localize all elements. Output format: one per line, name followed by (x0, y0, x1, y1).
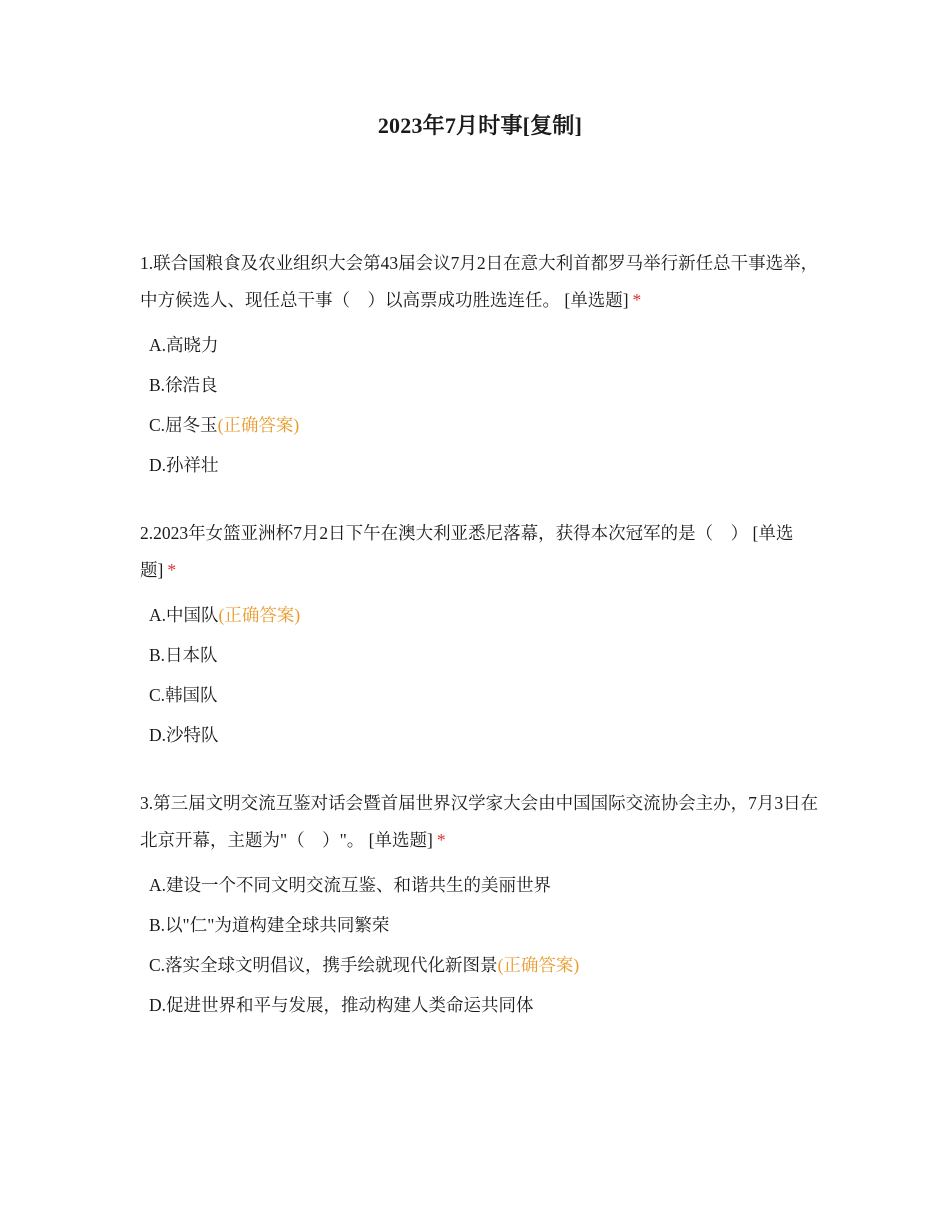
option-b (140, 905, 820, 945)
required-mark: * (632, 290, 642, 310)
option-a (140, 595, 820, 635)
question-3 (140, 785, 820, 1025)
option-letter: A. (149, 605, 167, 625)
correct-answer-note: (正确答案) (497, 955, 580, 975)
option-letter: D. (149, 455, 167, 475)
question-list (140, 245, 820, 1055)
copy-tag: [复制] (522, 113, 583, 138)
question-stem (140, 785, 820, 859)
option-text: 徐浩良 (165, 375, 218, 395)
option-list (140, 595, 820, 755)
option-letter: A. (149, 335, 167, 355)
option-text: 日本队 (165, 645, 218, 665)
option-text: 韩国队 (165, 685, 218, 705)
correct-answer-note: (正确答案) (217, 415, 300, 435)
option-text: 落实全球文明倡议，携手绘就现代化新图景 (165, 955, 498, 975)
required-mark: * (436, 830, 446, 850)
document-title (0, 110, 950, 142)
option-c (140, 945, 820, 985)
option-b (140, 635, 820, 675)
question-type-tag: [单选题] (564, 290, 629, 310)
option-list (140, 865, 820, 1025)
option-letter: B. (149, 915, 166, 935)
option-text: 建设一个不同文明交流互鉴、和谐共生的美丽世界 (166, 875, 552, 895)
option-text: 高晓力 (166, 335, 219, 355)
question-stem (140, 515, 820, 589)
option-d (140, 445, 820, 485)
question-number: 1. (140, 253, 154, 273)
question-type-tag: [单选题] (368, 830, 433, 850)
option-letter: D. (149, 995, 167, 1015)
option-list (140, 325, 820, 485)
option-text: 以"仁"为道构建全球共同繁荣 (165, 915, 390, 935)
question-number: 2. (140, 523, 154, 543)
option-letter: D. (149, 725, 167, 745)
option-b (140, 365, 820, 405)
required-mark: * (167, 560, 177, 580)
option-letter: A. (149, 875, 167, 895)
option-a (140, 325, 820, 365)
option-d (140, 715, 820, 755)
title-text: 2023年7月时事 (377, 113, 523, 138)
option-letter: B. (149, 375, 166, 395)
question-1 (140, 245, 820, 485)
question-text: 第三届文明交流互鉴对话会暨首届世界汉学家大会由中国国际交流协会主办，7月3日在北京开幕，主题为"（ ）"。 (140, 793, 819, 850)
option-text: 孙祥壮 (166, 455, 219, 475)
option-text: 屈冬玉 (165, 415, 218, 435)
option-text: 沙特队 (166, 725, 219, 745)
question-type-tag: [单选题] (140, 523, 794, 580)
option-letter: C. (149, 955, 166, 975)
correct-answer-note: (正确答案) (218, 605, 301, 625)
option-c (140, 675, 820, 715)
question-stem (140, 245, 820, 319)
option-text: 中国队 (166, 605, 219, 625)
question-text: 2023年女篮亚洲杯7月2日下午在澳大利亚悉尼落幕，获得本次冠军的是（ ） (153, 523, 749, 543)
question-text: 联合国粮食及农业组织大会第43届会议7月2日在意大利首都罗马举行新任总干事选举，中方候选人、现任总干事（ ）以高票成功胜选连任。 (140, 253, 819, 310)
option-letter: B. (149, 645, 166, 665)
option-c (140, 405, 820, 445)
option-a (140, 865, 820, 905)
option-d (140, 985, 820, 1025)
option-text: 促进世界和平与发展，推动构建人类命运共同体 (166, 995, 534, 1015)
question-number: 3. (140, 793, 154, 813)
question-2 (140, 515, 820, 755)
option-letter: C. (149, 685, 166, 705)
option-letter: C. (149, 415, 166, 435)
